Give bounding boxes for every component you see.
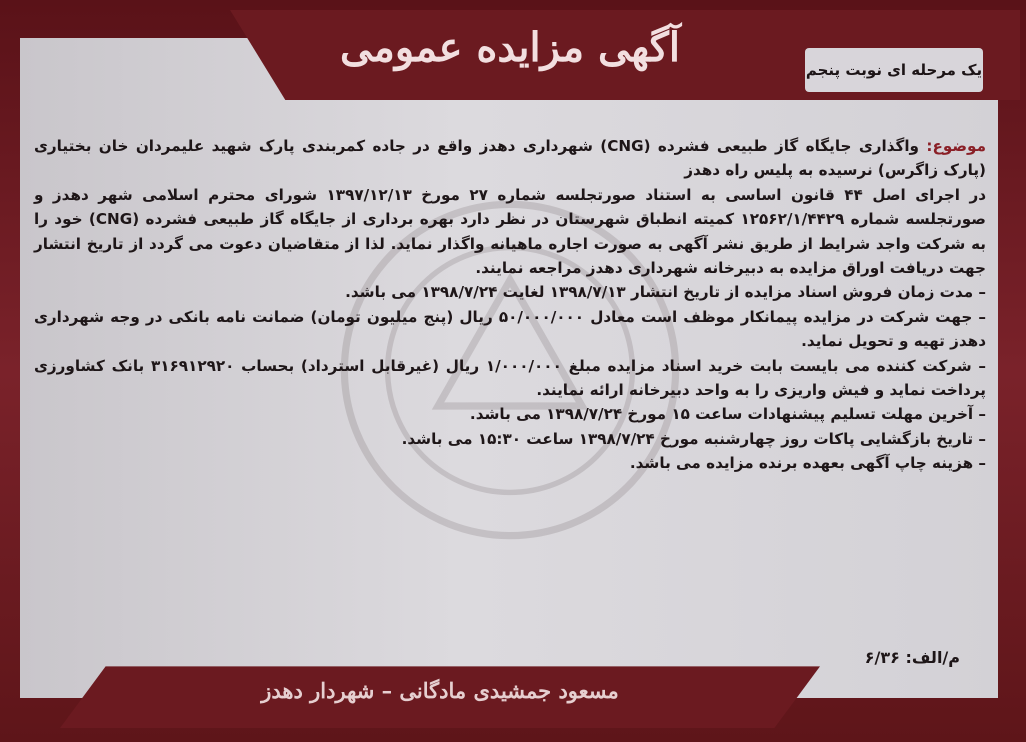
condition-item: – شرکت کننده می بایست بابت خرید اسناد مزایده مبلغ ۱/۰۰۰/۰۰۰ ریال (غیرقابل استرداد) بحساب ۳۱۶۹۱۲۹۲۰ بانک کشاورزی پرداخت نماید و فیش واریزی را به واحد دبیرخانه ارائه نمایند. xyxy=(34,356,986,400)
subject-text: واگذاری جایگاه گاز طبیعی فشرده (CNG) شهرداری دهدز واقع در جاده کمربندی پارک شهید علیمردان خان بختیاری (پارک زاگرس) نرسیده به پلیس راه دهدز xyxy=(34,137,986,180)
condition-item: – مدت زمان فروش اسناد مزایده از تاریخ انتشار ۱۳۹۸/۷/۱۳ لغایت ۱۳۹۸/۷/۲۴ می باشد. xyxy=(345,283,986,302)
condition-item: – تاریخ بازگشایی پاکات روز چهارشنبه مورخ ۱۳۹۸/۷/۲۴ ساعت ۱۵:۳۰ می باشد. xyxy=(401,429,986,448)
intro-paragraph: در اجرای اصل ۴۴ قانون اساسی به استناد صورتجلسه شماره ۲۷ مورخ ۱۳۹۷/۱۲/۱۳ شورای محترم اسلامی شهر دهدز و صورتجلسه شماره ۱۲۵۶۲/۱/۴۴۲۹ کمیته انطباق شهرستان در نظر دارد بهره برداری از جایگاه گاز طبیعی فشرده (CNG) خود را به شرکت واجد شرایط از طریق نشر آگهی به صورت اجاره ماهیانه واگذار نماید. لذا از متقاضیان دعوت می گردد از تاریخ انتشار جهت دریافت اوراق مزایده به دبیرخانه شهرداری دهدز مراجعه نمایند. xyxy=(34,185,986,278)
page-title: آگهی مزایده عمومی xyxy=(340,24,680,71)
subject-paragraph xyxy=(34,134,986,183)
subject-label: موضوع: xyxy=(926,137,986,155)
condition-item: – هزینه چاپ آگهی بعهده برنده مزایده می باشد. xyxy=(629,454,986,473)
condition-item: – جهت شرکت در مزایده پیمانکار موظف است معادل ۵۰/۰۰۰/۰۰۰ ریال (پنج میلیون تومان) ضمانت نامه بانکی در وجه شهرداری دهدز تهیه و تحویل نماید. xyxy=(34,307,986,351)
condition-item: – آخرین مهلت تسلیم پیشنهادات ساعت ۱۵ مورخ ۱۳۹۸/۷/۲۴ می باشد. xyxy=(469,405,986,424)
stage-badge: یک مرحله ای نوبت پنجم xyxy=(805,48,983,92)
conditions-list xyxy=(34,280,986,475)
reference-number: م/الف: ۶/۳۶ xyxy=(864,648,960,667)
announcement-body xyxy=(34,134,986,476)
signature-line: مسعود جمشیدی مادگانی – شهردار دهدز xyxy=(261,678,619,703)
